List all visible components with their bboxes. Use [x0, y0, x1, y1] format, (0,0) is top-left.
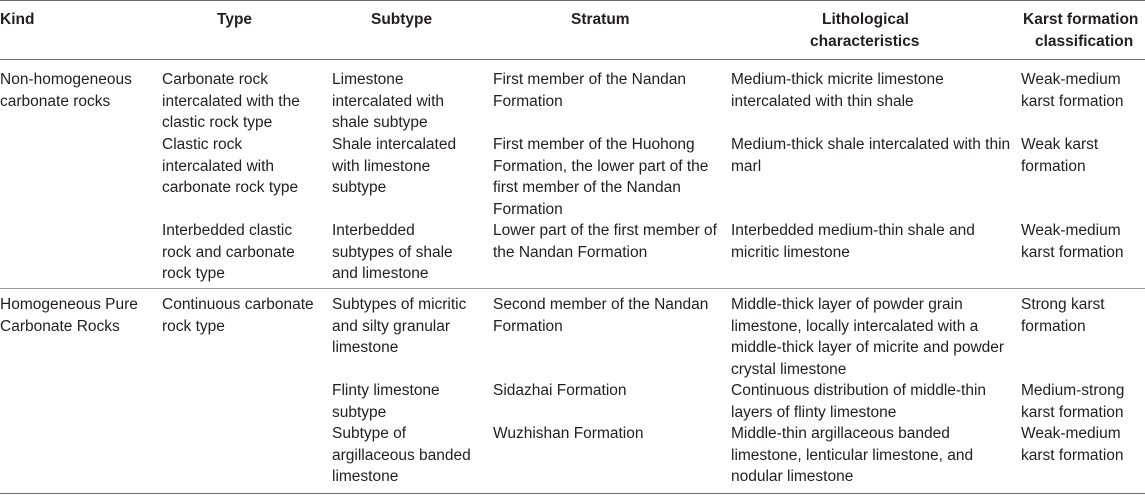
karst-cell: Weak-medium [1021, 71, 1121, 88]
header-characteristics: characteristics [810, 33, 920, 50]
kind-cell: carbonate rocks [0, 92, 111, 110]
stratum-cell: Sidazhai Formation [493, 382, 627, 399]
karst-cell: karst formation [1021, 92, 1124, 110]
litho-cell: intercalated with thin shale [731, 92, 914, 110]
subtype-cell: Subtypes of micritic [332, 296, 467, 313]
header-subtype: Subtype [371, 11, 433, 28]
litho-cell: Continuous distribution of middle-thin [731, 382, 987, 399]
header-classification: classification [1035, 33, 1134, 50]
type-cell: Clastic rock [162, 136, 243, 153]
litho-cell: limestone, locally intercalated with a [731, 317, 979, 335]
stratum-cell: First member of the Nandan [493, 71, 686, 88]
litho-cell: micritic limestone [731, 243, 850, 261]
litho-cell: marl [731, 157, 762, 175]
litho-cell: limestone, lenticular limestone, and [731, 446, 974, 464]
type-cell: clastic rock type [162, 114, 273, 131]
subtype-cell: Flinty limestone [332, 382, 440, 399]
subtype-cell: limestone [332, 468, 399, 485]
litho-cell: Interbedded medium-thin shale and [731, 222, 975, 239]
litho-cell: Middle-thin argillaceous banded [731, 425, 950, 442]
type-cell: Carbonate rock [162, 71, 268, 88]
karst-cell: Medium-strong [1021, 382, 1125, 399]
stratum-cell: Formation [493, 200, 563, 218]
karst-cell: karst formation [1021, 243, 1124, 261]
header-type: Type [217, 11, 253, 28]
subtype-cell: intercalated with [332, 92, 445, 110]
stratum-cell: Wuzhishan Formation [493, 425, 644, 442]
type-cell: intercalated with the [162, 92, 300, 110]
subtype-cell: Interbedded [332, 222, 415, 239]
table-bottom-rule [0, 493, 1145, 494]
subtype-cell: subtype [332, 403, 387, 421]
header-rule [0, 59, 1145, 60]
litho-cell: Medium-thick shale intercalated with thin [731, 136, 1011, 153]
kind-cell: Carbonate Rocks [0, 317, 120, 335]
karst-cell: Weak-medium [1021, 222, 1121, 239]
table-top-rule [0, 0, 1145, 1]
karst-cell: karst formation [1021, 403, 1124, 421]
karst-cell: formation [1021, 157, 1086, 175]
subtype-cell: subtype [332, 179, 387, 196]
subtype-cell: and limestone [332, 265, 429, 282]
stratum-cell: the Nandan Formation [493, 243, 648, 261]
subtype-cell: limestone [332, 339, 399, 356]
type-cell: Interbedded clastic [162, 222, 293, 239]
stratum-cell: Second member of the Nandan [493, 296, 709, 313]
litho-cell: nodular limestone [731, 468, 854, 485]
type-cell: Continuous carbonate [162, 296, 314, 313]
litho-cell: layers of flinty limestone [731, 403, 897, 421]
litho-cell: middle-thick layer of micrite and powder [731, 339, 1005, 356]
karst-cell: Strong karst [1021, 296, 1105, 313]
karst-cell: formation [1021, 317, 1086, 335]
type-cell: carbonate rock type [162, 179, 299, 196]
stratum-cell: Formation [493, 317, 563, 335]
subtype-cell: with limestone [332, 157, 431, 175]
stratum-cell: Formation [493, 92, 563, 110]
stratum-cell: first member of the Nandan [493, 179, 681, 196]
type-cell: rock type [162, 265, 225, 282]
subtype-cell: subtypes of shale [332, 243, 453, 261]
litho-cell: Medium-thick micrite limestone [731, 71, 944, 88]
type-cell: rock and carbonate [162, 243, 295, 261]
header-lithological: Lithological [822, 11, 909, 28]
karst-cell: karst formation [1021, 446, 1124, 464]
group-separator-rule [0, 288, 1145, 289]
header-karst-formation: Karst formation [1023, 11, 1139, 28]
subtype-cell: Shale intercalated [332, 136, 457, 153]
kind-cell: Non-homogeneous [0, 71, 132, 88]
stratum-cell: First member of the Huohong [493, 136, 695, 153]
karst-cell: Weak-medium [1021, 425, 1121, 442]
subtype-cell: shale subtype [332, 114, 428, 131]
subtype-cell: and silty granular [332, 317, 451, 335]
karst-cell: Weak karst [1021, 136, 1099, 153]
litho-cell: crystal limestone [731, 360, 847, 378]
header-kind: Kind [0, 11, 35, 28]
stratum-cell: Formation, the lower part of the [493, 157, 709, 175]
stratum-cell: Lower part of the first member of [493, 222, 717, 239]
type-cell: rock type [162, 317, 225, 335]
subtype-cell: Limestone [332, 71, 404, 88]
subtype-cell: argillaceous banded [332, 446, 471, 464]
header-stratum: Stratum [571, 11, 630, 28]
kind-cell: Homogeneous Pure [0, 296, 138, 313]
litho-cell: Middle-thick layer of powder grain [731, 296, 963, 313]
type-cell: intercalated with [162, 157, 275, 175]
subtype-cell: Subtype of [332, 425, 407, 442]
